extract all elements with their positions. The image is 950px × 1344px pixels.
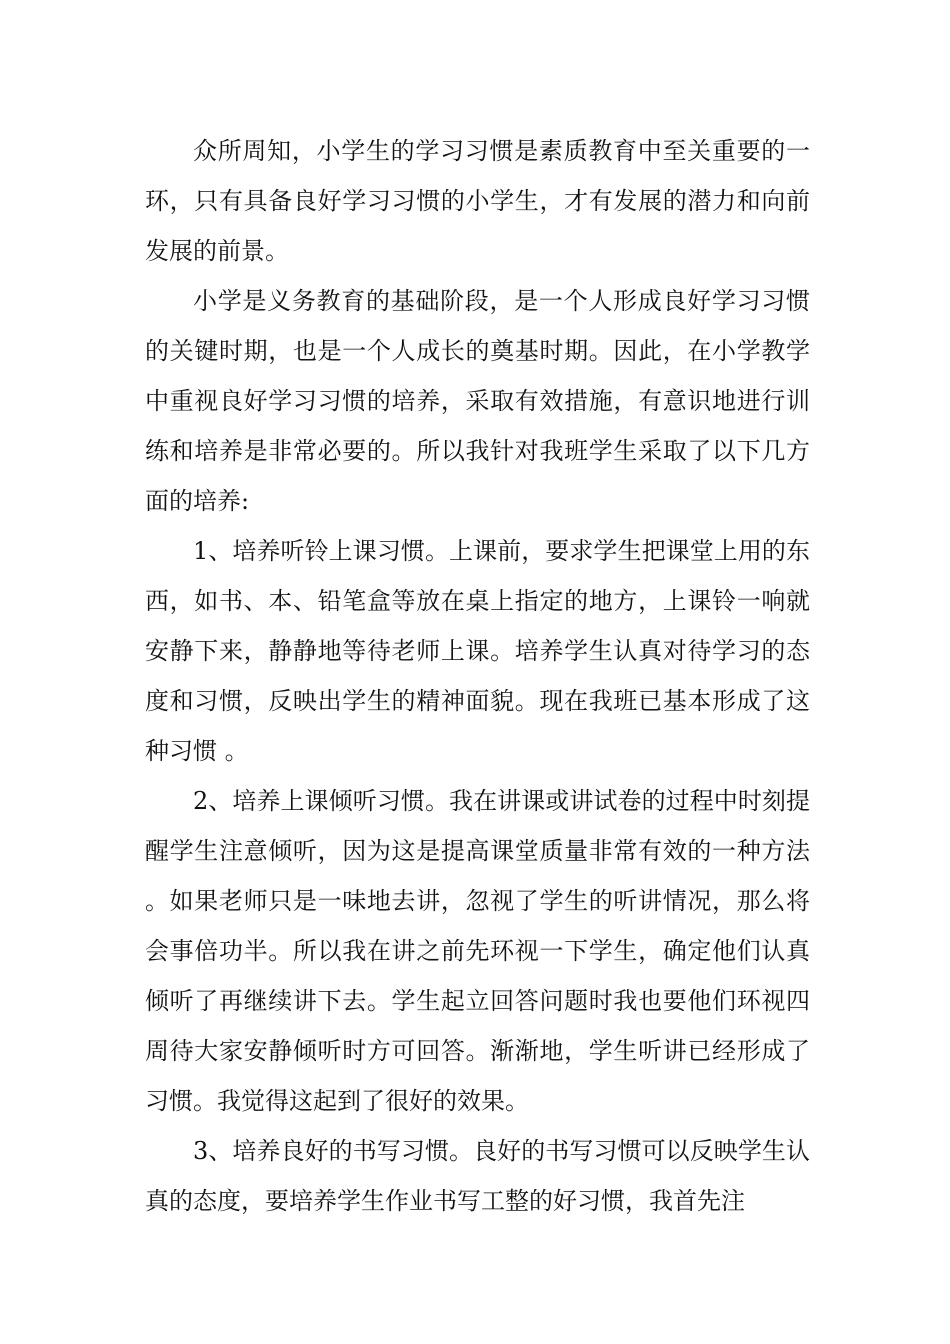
paragraph-point-2: 2、培养上课倾听习惯。我在讲课或讲试卷的过程中时刻提醒学生注意倾听，因为这是提高课堂质量非常有效的一种方法。如果老师只是一味地去讲，忽视了学生的听讲情况，那么将会事倍功半。所以我在讲之前先环视一下学生，确定他们认真倾听了再继续讲下去。学生起立回答问题时我也要他们环视四周待大家安静倾听时方可回答。渐渐地，学生听讲已经形成了习惯。我觉得这起到了很好的效果。 (145, 787, 810, 1115)
paragraph-primary-stage: 小学是义务教育的基础阶段，是一个人形成良好学习习惯的关键时期，也是一个人成长的奠基时期。因此，在小学教学中重视良好学习习惯的培养，采取有效措施，有意识地进行训练和培养是非常必要的。所以我针对我班学生采取了以下几方面的培养: (145, 287, 810, 515)
paragraph-point-1: 1、培养听铃上课习惯。上课前，要求学生把课堂上用的东西，如书、本、铅笔盒等放在桌上指定的地方，上课铃一响就安静下来，静静地等待老师上课。培养学生认真对待学习的态度和习惯，反映出学生的精神面貌。现在我班已基本形成了这种习惯 。 (145, 537, 810, 765)
paragraph-intro: 众所周知，小学生的学习习惯是素质教育中至关重要的一环，只有具备良好学习习惯的小学生，才有发展的潜力和向前发展的前景。 (145, 137, 810, 265)
body-text (145, 126, 810, 1226)
paragraph-point-3: 3、培养良好的书写习惯。良好的书写习惯可以反映学生认真的态度，要培养学生作业书写工整的好习惯，我首先注 (145, 1137, 810, 1215)
